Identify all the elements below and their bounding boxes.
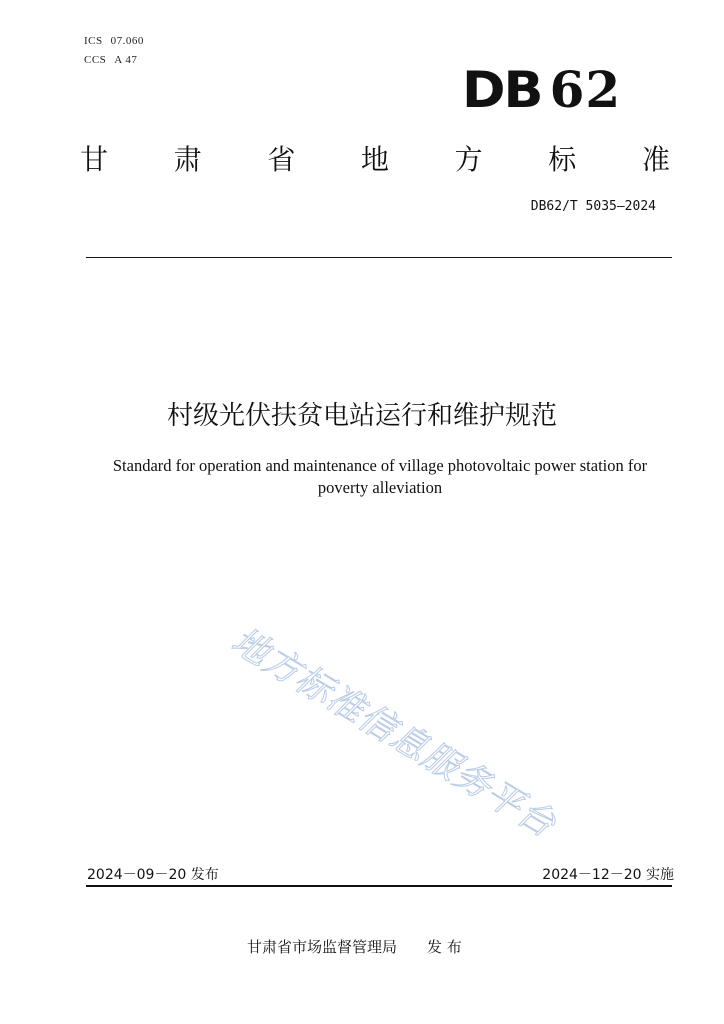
title-char: 省 xyxy=(267,143,296,176)
top-divider xyxy=(86,257,672,258)
title-char: 标 xyxy=(548,143,577,176)
issuer xyxy=(247,936,462,957)
ccs-label: CCS xyxy=(84,54,107,66)
title-char: 甘 xyxy=(80,143,109,176)
implementation-date: 2024－12－20 实施 xyxy=(542,867,674,883)
title-char: 地 xyxy=(360,143,389,176)
document-title-cn: 村级光伏扶贫电站运行和维护规范 xyxy=(166,401,557,431)
document-title-en: Standard for operation and maintenance of village photovoltaic power station for poverty alleviation xyxy=(112,456,648,497)
title-char: 方 xyxy=(454,143,483,176)
ccs-classification xyxy=(84,54,137,66)
issuer-name: 甘肃省市场监督管理局 xyxy=(247,938,398,956)
ics-code: 07.060 xyxy=(110,35,144,47)
title-char: 肃 xyxy=(173,143,202,176)
title-char: 准 xyxy=(641,143,670,176)
bottom-divider xyxy=(86,885,672,887)
logo-letters: DB xyxy=(462,61,542,119)
standard-category-title xyxy=(80,138,670,178)
watermark: 地方标准信息服务平台 xyxy=(224,620,563,846)
issuer-action: 发 布 xyxy=(427,938,462,956)
standard-number: DB62/T 5035—2024 xyxy=(530,199,656,214)
issue-date: 2024－09－20 发布 xyxy=(87,867,219,883)
ics-label: ICS xyxy=(84,35,103,47)
ccs-code: A 47 xyxy=(114,54,138,66)
ics-classification xyxy=(84,35,144,47)
logo-number: 62 xyxy=(549,60,622,119)
db62-logo xyxy=(462,62,621,118)
